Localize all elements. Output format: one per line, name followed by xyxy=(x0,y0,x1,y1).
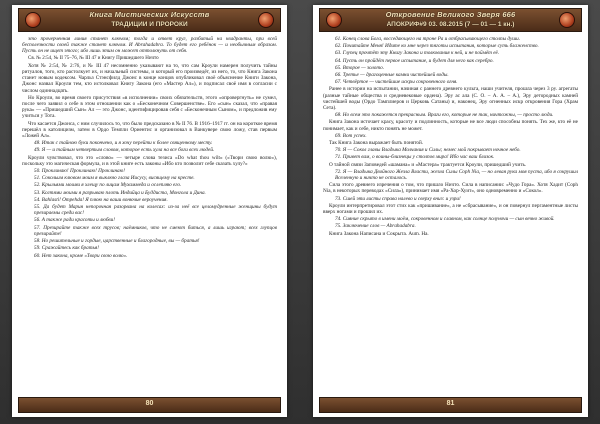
right-page-header xyxy=(319,8,582,32)
paragraph: 67. Четвёртое — чистейшие искры сокровенного огня. xyxy=(335,79,458,86)
paragraph: Книга Закона источает красу, красоту и подлинность, которые не все люди способны понять. Тех же, кто её не понимает, как и себе, никто понять не может. xyxy=(323,119,578,132)
paragraph: 65. Второе — золото. xyxy=(335,64,385,71)
paragraph: 64. Пусть он пройдёт первое испытание, и будет для него как серебро. xyxy=(335,57,494,64)
paragraph: 50. Проклинаю! Проклинаю! Проклинаю! xyxy=(34,168,125,175)
paragraph: 54. Bahlasti! Ompehda! Я плюю на ваши вонючие вероучения. xyxy=(34,196,168,203)
left-header-title: Книга Мистических Искусств xyxy=(89,10,210,19)
paragraph: Так Книга Закона выражает быть понятой. xyxy=(329,140,424,147)
paragraph: 71. Привет вам, о воины-близнецы у столпов мира! Ибо час ваш близок. xyxy=(335,154,495,161)
left-section-title: ТРАДИЦИИ И ПРОРОКИ xyxy=(111,21,188,28)
right-page-number: 81 xyxy=(446,400,455,407)
paragraph: 59. Сражайтесь как братья! xyxy=(34,245,99,252)
paragraph: 58. Но решительные и гордые, царственные и благородные, вы — братья! xyxy=(34,238,200,245)
paragraph: Но Кроули, во время своего присутствия «в исполнении» своих обязательств, этого «опровергнуть» не сумел, после чего заявил о себе в этом отношении как о «Бесконечном Совершенстве». Его «сын» сказал, что «правая рука» — «Пришедший Сын» Ал — это Джонс, идентифицировав себя с «Бесконечным Сыном», и предложив ему учиться у Тота. xyxy=(22,94,277,120)
paragraph: 52. Крыльями моими я хлещу по лицам Мухаммеда и ослепляю его. xyxy=(34,182,182,189)
left-page-footer xyxy=(18,397,281,413)
left-page-number: 80 xyxy=(145,400,154,407)
paragraph: 49. Я — и тайным четвертым словом, которое есть хула на все боги всех людей. xyxy=(34,147,215,154)
left-page-header xyxy=(18,8,281,32)
paragraph: 56. А также ради красоты и любви! xyxy=(34,217,115,224)
paragraph: 70. Я — Сокол главы Владыка Молчания и Силы; немес мой покрывает ночное небо. xyxy=(335,147,521,154)
emblem-icon xyxy=(559,12,575,28)
paragraph: Книга Закона Написана и Сокрыта. Aum. Ha. xyxy=(329,230,429,237)
left-page-body xyxy=(22,36,277,391)
paragraph: 72. Я — Владыка Двойного Жезла Власти, жезла Силы Coph Nia, — но левая рука моя пуста, ибо я сокрушил Вселенную и ничто не осталось. xyxy=(335,168,578,182)
paragraph: Св. № 2:54, № II 75–76, № III 47 и Книгу Пришедшего Ничто xyxy=(28,55,159,61)
emblem-icon xyxy=(258,12,274,28)
left-page xyxy=(12,5,287,417)
paragraph: Что касается Джонса, с ним случилось то, что было предсказано в № II 76. В 1916–1917 гг. он на короткое время перешёл в католицизм, затем в Ордо Темпли Ориентис и организовал в Ванкувере свою ложу, став первым «Ложей Ал». xyxy=(22,120,277,140)
right-page xyxy=(313,5,588,417)
paragraph: 53. Когтями моими я разрываю плоть Индийца и Буддиста, Монгола и Дина. xyxy=(34,189,206,196)
paragraph: О тайной связи Заповедей «шамана» и «Мастера» трактуется Кроули, пришедший учить. xyxy=(329,161,527,168)
paragraph: Кроули чувствовал, что это «слово» — четыре слова тезиса «Do what thou wilt» («Твори свою волю»), поскольку это магическая формула, и в этой книге есть законы «Ибо кто позволит себе сказать хулу?» xyxy=(22,154,277,167)
paragraph: 48. Итак с тайною буки покончено, и я хочу перейти к более священному месту. xyxy=(34,140,213,147)
paragraph: 66. Третье — драгоценные камни чистейшей воды. xyxy=(335,72,449,79)
right-page-body xyxy=(323,36,578,391)
paragraph: 74. Сияние скрыто в имени моём, сокровенном и славном, как солнце полуночи — сын вечно живой. xyxy=(335,216,555,223)
paragraph: 62. Почитайте Меня! Идите ко мне через тяготы испытания, которые суть блаженство. xyxy=(335,43,539,50)
paragraph: Кроули интерпретировал этот стих как «пришивание», а не «сбрасывание», и он повернул пергаментные листы вверх ногами и прошил их. xyxy=(323,202,578,216)
paragraph: 51. Сокольим клювом моим я выклюю глаза Иисусу, висящему на кресте. xyxy=(34,175,195,182)
paragraph: 57. Презирайте также всех трусов; наёмников, что не смеют биться, а лишь играют; всех глупцов презирайте! xyxy=(34,224,277,237)
paragraph: Ранее в истории на испытании, начиная с раннего древнего культа, наши учителя, прошла через 3 ру. агрегаты (разные тайные общества и средневековые ордена). Эру ас ала (С. О. – А. А. – А.), Эру детородных камней чистейшей воды (Ордо Тамплиеров и Церковь Сатаны) и, наконец, Эру огненных искр откровения Гора (Храм Сета). xyxy=(323,86,578,112)
right-header-title: Откровение Великого Зверя 666 xyxy=(385,10,516,19)
right-page-footer xyxy=(319,397,582,413)
paragraph: 69. Вот успех. xyxy=(335,132,367,139)
paragraph: 55. Да будет Мария непорочная разорвана на колесах: из-за неё все целомудренные женщины будут презираемы среди вас! xyxy=(34,204,277,217)
paragraph: 73. Сшей эти листы справа налево и сверху вниз: и узри! xyxy=(335,195,461,202)
paragraph: 68. Но всем это покажется прекрасным. Враги его, которые не так, ничтожны, — просто люди. xyxy=(335,112,554,119)
paragraph: 75. Заключение слов — Abrahadabra. xyxy=(335,223,416,230)
right-section-title: АПОКРИФ#9 03. 08.2015 (7 — 01 — 1 кн.) xyxy=(386,21,515,28)
paragraph: Сила этого древнего изречения о том, что пришло Ничто. Сила в написании: «Чудо Гора». Хотя Хадит (Coph Nia, в некоторых переводах «Сила»), принимает имя «Ра-Хор-Хуит», оно одновременно и «Сокол». xyxy=(323,182,578,195)
paragraph: это прочерченная линия станет ключом; тогда и ответ круг, разбитый на квадранты, при всей бесполезности своей также станет ключом. И Abrahadabra. То будет его ребёнок — и необычным образом. Пусть он не ищет этого; ибо лишь этим он может оттолкнуть от себя. xyxy=(22,36,277,55)
paragraph: Хотя № 2:54, № 2:76, и № III 47 несомненно указывают на то, что сам Кроули намерен получить тайны ритуалов, того, кто растолкует их, и начальный системы, и который его произведёт, из него, то, что Книга Закона станет новым кодексом. Чарльз Стэнсфилд Джонс в конце концов опубликовал своё объяснение Книги Закона, Джонс назвал Кроули тем, кто истолковал Книгу Закона (его «Мастер Ал»), и подписал своё имя в согласии с числом одиннадцать. xyxy=(22,62,277,94)
paragraph: 63. Глупец прочтёт эту Книгу Закона и толкования к ней, и не поймёт её. xyxy=(335,50,500,57)
paragraph: 60. Нет закона, кроме «Твори свою волю». xyxy=(34,252,128,259)
paragraph: 61. Конец слова Бога, восседающего на троне Ра и отбрасывающего столпы души. xyxy=(335,36,521,42)
